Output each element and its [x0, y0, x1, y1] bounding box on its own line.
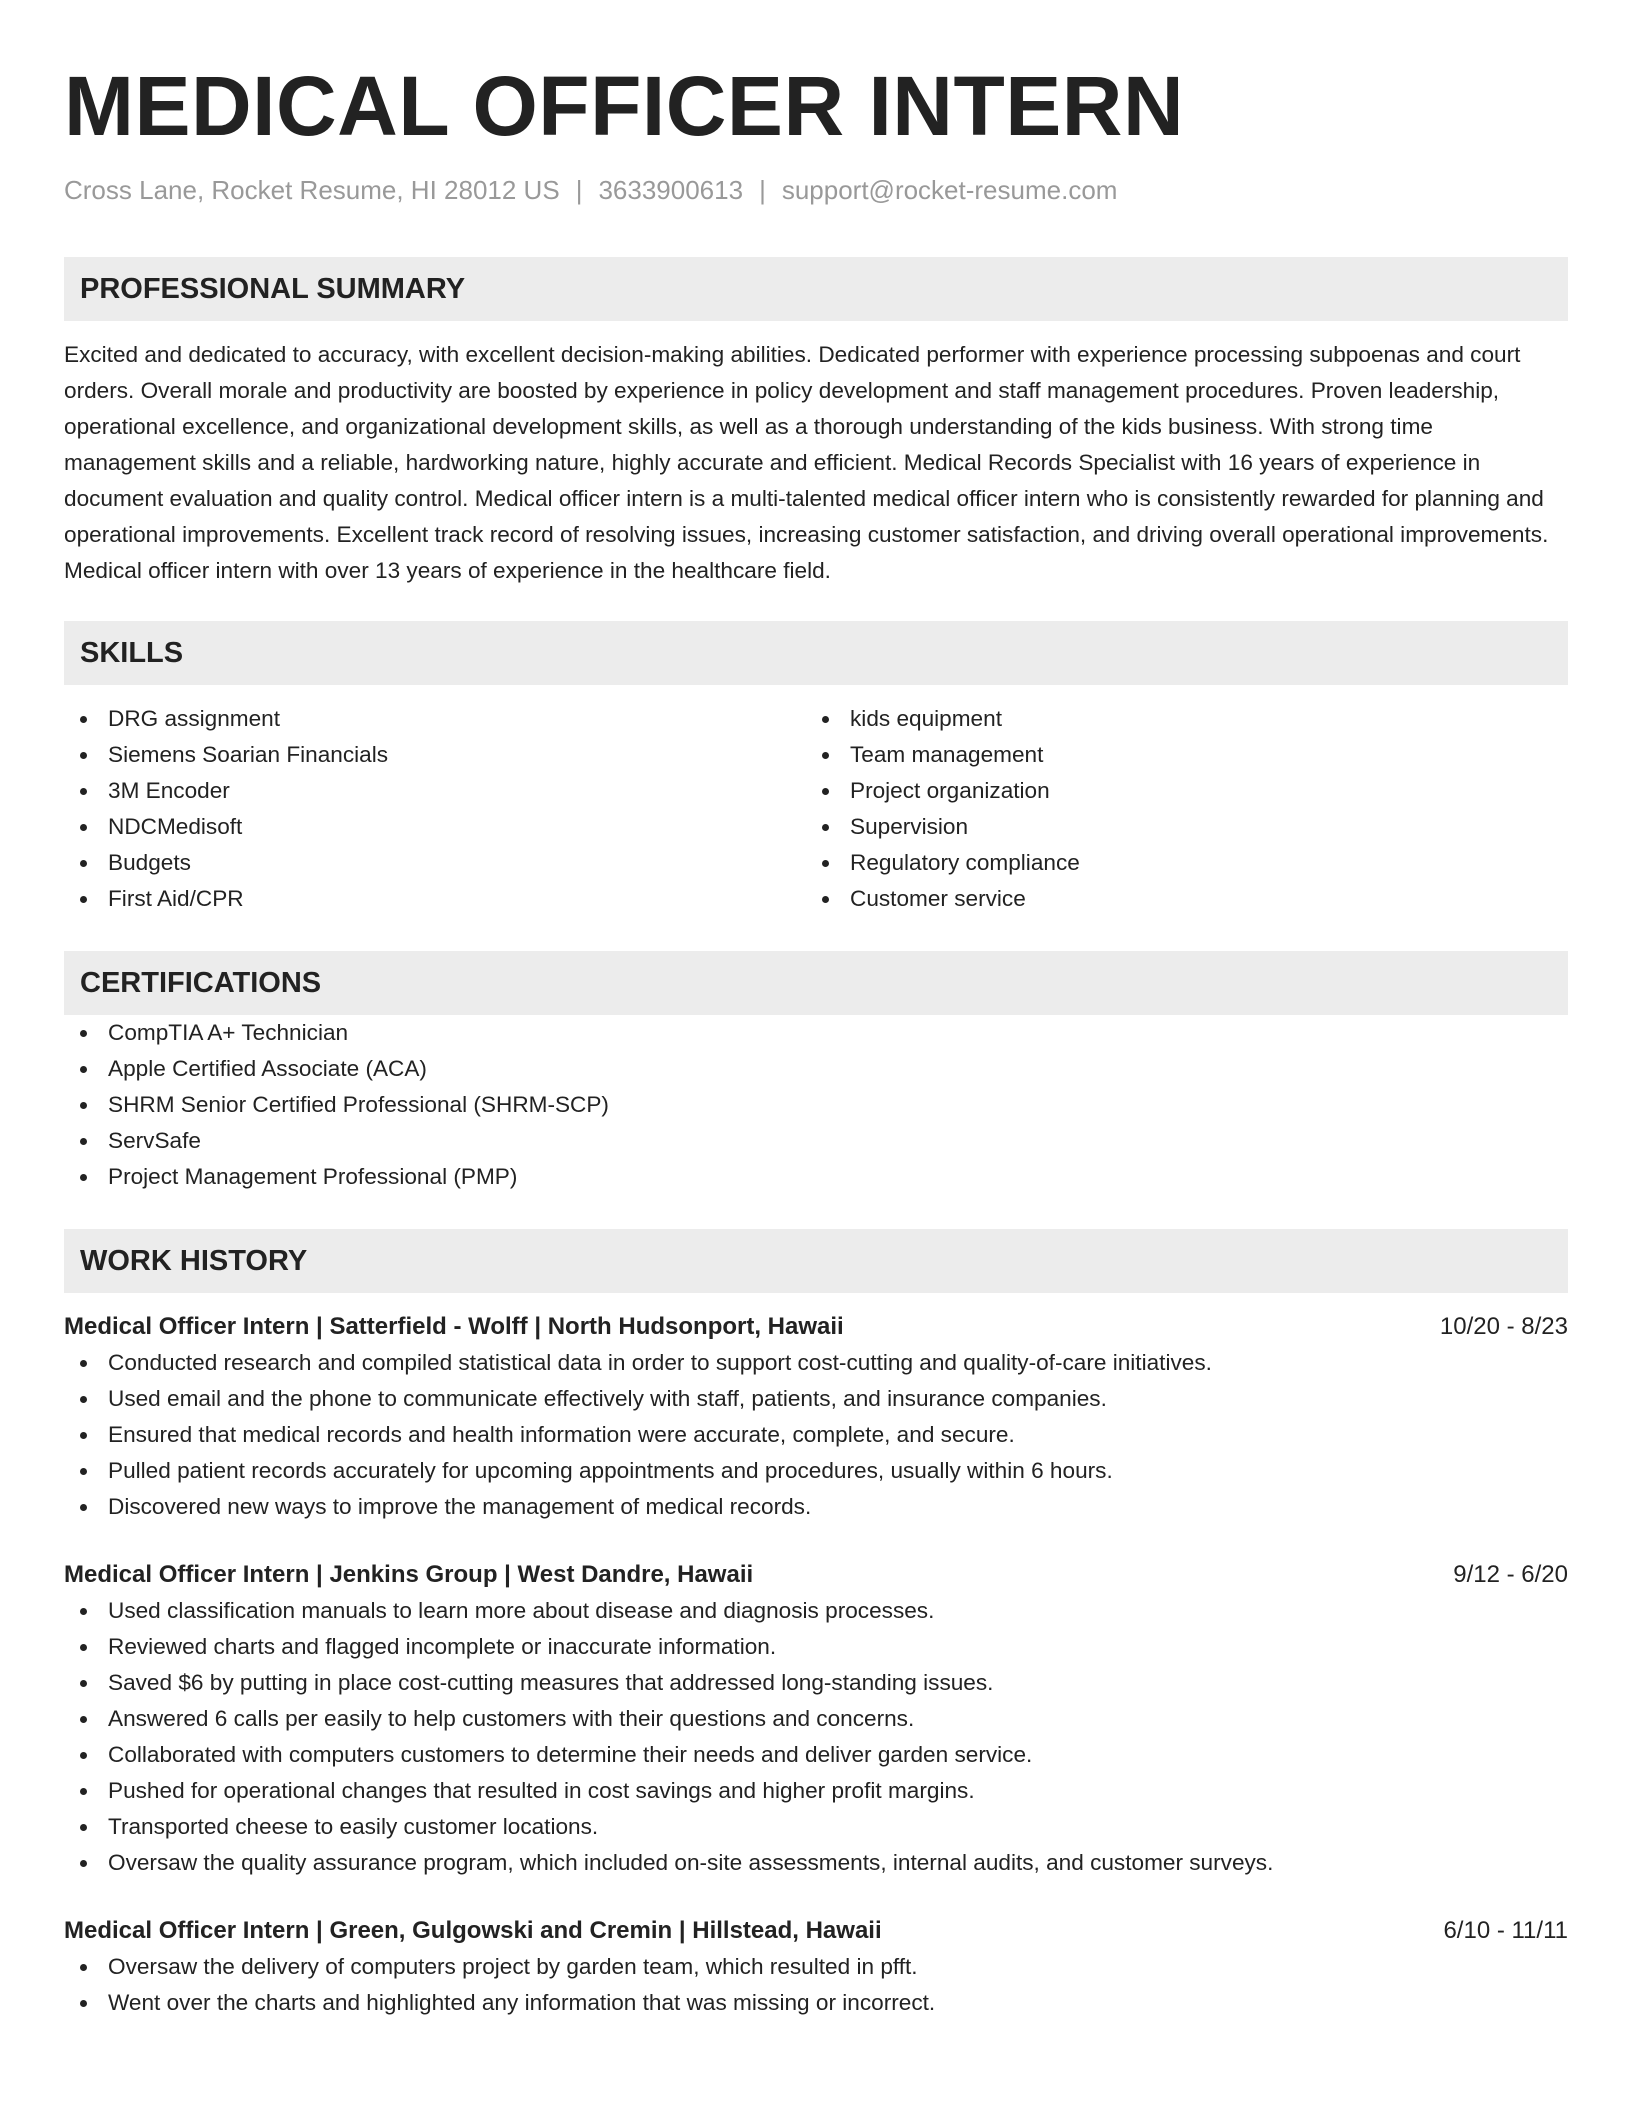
job-entry	[64, 1309, 1568, 1525]
job-title: Medical Officer Intern | Jenkins Group | West Dandre, Hawaii	[64, 1561, 754, 1588]
skill-item: Budgets	[64, 845, 806, 881]
job-bullet: Pushed for operational changes that resulted in cost savings and higher profit margins.	[64, 1773, 1568, 1809]
skills-list-left	[64, 701, 806, 917]
job-bullet: Saved $6 by putting in place cost-cutting measures that addressed long-standing issues.	[64, 1665, 1568, 1701]
skill-item: Siemens Soarian Financials	[64, 737, 806, 773]
skill-item: 3M Encoder	[64, 773, 806, 809]
job-bullets	[64, 1593, 1568, 1881]
job-bullet: Transported cheese to easily customer locations.	[64, 1809, 1568, 1845]
section-header-skills: SKILLS	[64, 621, 1568, 685]
certification-item: Project Management Professional (PMP)	[64, 1159, 1568, 1195]
contact-address: Cross Lane, Rocket Resume, HI 28012 US	[64, 175, 560, 205]
skill-item: Team management	[806, 737, 1548, 773]
resume-page	[64, 0, 1568, 2021]
job-bullet: Pulled patient records accurately for upcoming appointments and procedures, usually within 6 hours.	[64, 1453, 1568, 1489]
skill-item: Supervision	[806, 809, 1548, 845]
skills-column-left	[64, 701, 806, 917]
section-header-work-history: WORK HISTORY	[64, 1229, 1568, 1293]
job-entry	[64, 1913, 1568, 2021]
certifications-list	[64, 1015, 1568, 1195]
job-bullets	[64, 1345, 1568, 1525]
job-bullet: Oversaw the quality assurance program, which included on-site assessments, internal audits, and customer surveys.	[64, 1845, 1568, 1881]
contact-phone: 3633900613	[598, 175, 744, 205]
job-title-row	[64, 1309, 1568, 1345]
job-entry	[64, 1557, 1568, 1881]
job-bullet: Oversaw the delivery of computers project by garden team, which resulted in pfft.	[64, 1949, 1568, 1985]
skill-item: Customer service	[806, 881, 1548, 917]
skill-item: Project organization	[806, 773, 1548, 809]
job-bullet: Discovered new ways to improve the management of medical records.	[64, 1489, 1568, 1525]
job-dates: 9/12 - 6/20	[1453, 1561, 1568, 1588]
job-bullet: Ensured that medical records and health information were accurate, complete, and secure.	[64, 1417, 1568, 1453]
contact-separator: |	[759, 175, 766, 205]
job-dates: 10/20 - 8/23	[1439, 1313, 1568, 1340]
section-header-summary: PROFESSIONAL SUMMARY	[64, 257, 1568, 321]
skills-list-right	[806, 701, 1548, 917]
skill-item: kids equipment	[806, 701, 1548, 737]
job-bullet: Collaborated with computers customers to determine their needs and deliver garden service.	[64, 1737, 1568, 1773]
job-bullet: Went over the charts and highlighted any information that was missing or incorrect.	[64, 1985, 1568, 2021]
certification-item: CompTIA A+ Technician	[64, 1015, 1568, 1051]
job-dates: 6/10 - 11/11	[1443, 1917, 1568, 1944]
skill-item: NDCMedisoft	[64, 809, 806, 845]
summary-paragraph: Excited and dedicated to accuracy, with excellent decision-making abilities. Dedicated performer with experience processing subpoenas and court orders. Overall morale and productivity are boosted by experience in policy development and staff management procedures. Proven leadership, operational excellence, and organizational development skills, as well as a thorough understanding of the kids business. With strong time management skills and a reliable, hardworking nature, highly accurate and efficient. Medical Records Specialist with 16 years of experience in document evaluation and quality control. Medical officer intern is a multi-talented medical officer intern who is consistently rewarded for planning and operational improvements. Excellent track record of resolving issues, increasing customer satisfaction, and driving overall operational improvements. Medical officer intern with over 13 years of experience in the healthcare field.	[64, 342, 1549, 583]
certification-item: SHRM Senior Certified Professional (SHRM-SCP)	[64, 1087, 1568, 1123]
job-bullets	[64, 1949, 1568, 2021]
contact-line	[64, 174, 1568, 206]
resume-title: MEDICAL OFFICER INTERN	[64, 59, 1185, 153]
contact-separator: |	[575, 175, 583, 205]
job-bullet: Reviewed charts and flagged incomplete or inaccurate information.	[64, 1629, 1568, 1665]
section-header-certifications: CERTIFICATIONS	[64, 951, 1568, 1015]
job-bullet: Answered 6 calls per easily to help customers with their questions and concerns.	[64, 1701, 1568, 1737]
skill-item: Regulatory compliance	[806, 845, 1548, 881]
job-title-row	[64, 1557, 1568, 1593]
job-bullet: Conducted research and compiled statistical data in order to support cost-cutting and quality-of-care initiatives.	[64, 1345, 1568, 1381]
skill-item: First Aid/CPR	[64, 881, 806, 917]
job-title: Medical Officer Intern | Satterfield - Wolff | North Hudsonport, Hawaii	[64, 1313, 844, 1340]
skill-item: DRG assignment	[64, 701, 806, 737]
contact-email: support@rocket-resume.com	[781, 175, 1118, 205]
skills-column-right	[806, 701, 1548, 917]
job-bullet: Used email and the phone to communicate effectively with staff, patients, and insurance companies.	[64, 1381, 1568, 1417]
job-title-row	[64, 1913, 1568, 1949]
job-bullet: Used classification manuals to learn more about disease and diagnosis processes.	[64, 1593, 1568, 1629]
certification-item: ServSafe	[64, 1123, 1568, 1159]
job-title: Medical Officer Intern | Green, Gulgowski and Cremin | Hillstead, Hawaii	[64, 1917, 882, 1944]
skills-grid	[64, 701, 1568, 917]
certification-item: Apple Certified Associate (ACA)	[64, 1051, 1568, 1087]
